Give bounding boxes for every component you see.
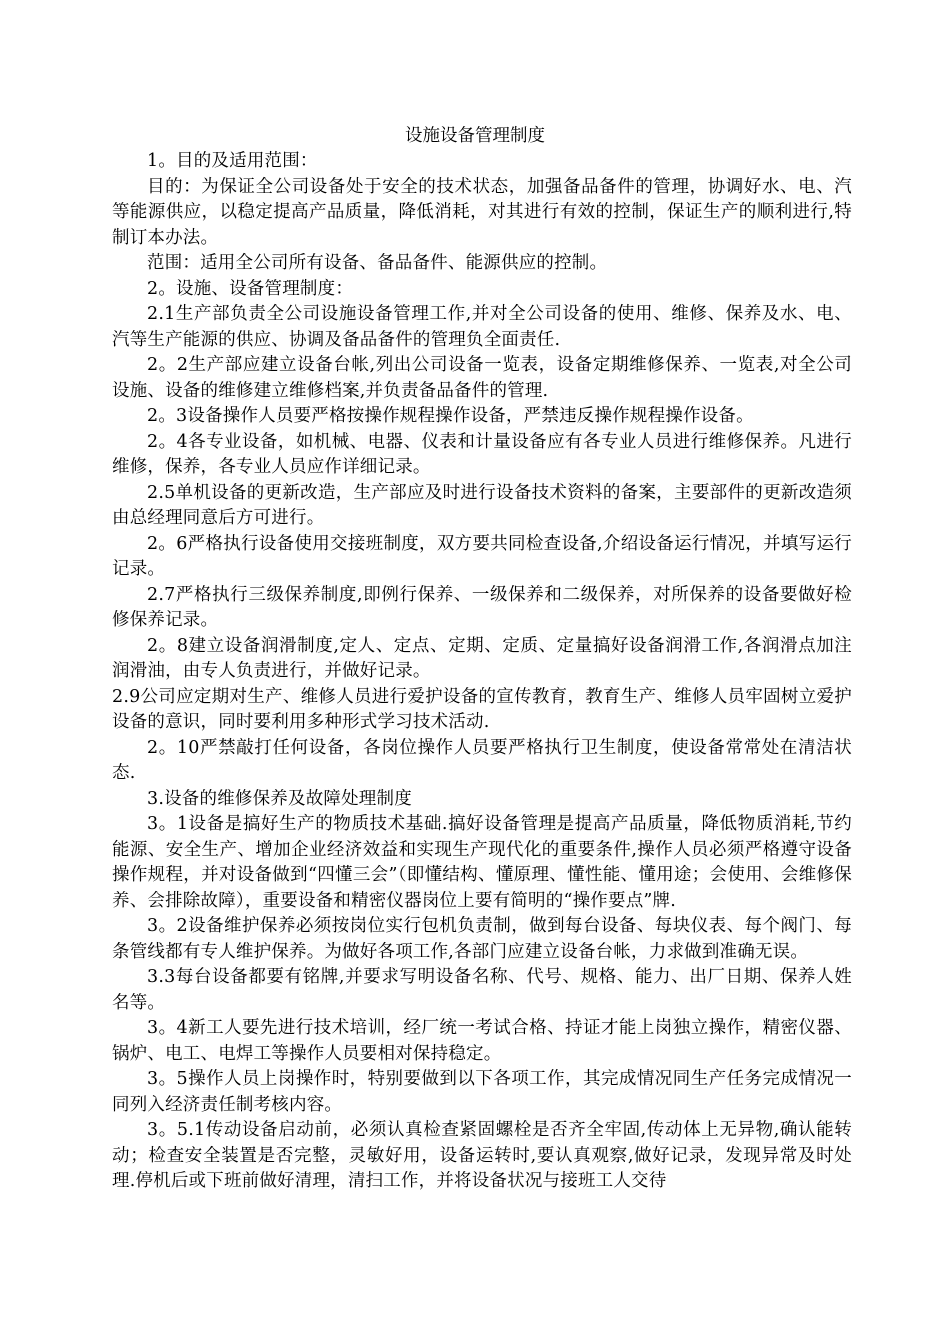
clause-2-4: 2。4各专业设备，如机械、电器、仪表和计量设备应有各专业人员进行维修保养。凡进行维修，保养，各专业人员应作详细记录。 bbox=[112, 431, 852, 477]
clause-2-2: 2。2生产部应建立设备台帐,列出公司设备一览表，设备定期维修保养、一览表,对全公司设施、设备的维修建立维修档案,并负责备品备件的管理. bbox=[112, 355, 852, 401]
clause-3-4: 3。4新工人要先进行技术培训，经厂统一考试合格、持证才能上岗独立操作，精密仪器、锅炉、电工、电焊工等操作人员要相对保持稳定。 bbox=[112, 1018, 852, 1064]
document-body bbox=[112, 149, 852, 1195]
purpose-paragraph: 目的：为保证全公司设备处于安全的技术状态，加强备品备件的管理，协调好水、电、汽等能源供应，以稳定提高产品质量，降低消耗，对其进行有效的控制，保证生产的顺利进行,特制订本办法。 bbox=[112, 176, 852, 248]
clause-3-3: 3.3每台设备都要有铭牌,并要求写明设备名称、代号、规格、能力、出厂日期、保养人姓名等。 bbox=[112, 967, 852, 1013]
clause-2-6: 2。6严格执行设备使用交接班制度，双方要共同检查设备,介绍设备运行情况，并填写运行记录。 bbox=[112, 533, 852, 579]
clause-3-1: 3。1设备是搞好生产的物质技术基础.搞好设备管理是提高产品质量，降低物质消耗,节约能源、安全生产、增加企业经济效益和实现生产现代化的重要条件,操作人员必须严格遵守设备操作规程，并对设备做到“四懂三会”（即懂结构、懂原理、懂性能、懂用途；会使用、会维修保养、会排除故障），重要设备和精密仪器岗位上要有简明的“操作要点”牌. bbox=[112, 814, 852, 911]
clause-3-2: 3。2设备维护保养必须按岗位实行包机负责制，做到每台设备、每块仪表、每个阀门、每条管线都有专人维护保养。为做好各项工作,各部门应建立设备台帐，力求做到准确无误。 bbox=[112, 916, 852, 962]
clause-2-1: 2.1生产部负责全公司设施设备管理工作,并对全公司设备的使用、维修、保养及水、电、汽等生产能源的供应、协调及备品备件的管理负全面责任. bbox=[112, 304, 852, 350]
clause-2-7: 2.7严格执行三级保养制度,即例行保养、一级保养和二级保养，对所保养的设备要做好检修保养记录。 bbox=[112, 584, 852, 630]
section-3-heading: 3.设备的维修保养及故障处理制度 bbox=[147, 788, 412, 809]
clause-2-10: 2。10严禁敲打任何设备，各岗位操作人员要严格执行卫生制度，使设备常常处在清洁状态. bbox=[112, 737, 852, 783]
section-2-heading: 2。设施、设备管理制度： bbox=[147, 278, 354, 299]
clause-2-9: 2.9公司应定期对生产、维修人员进行爱护设备的宣传教育，教育生产、维修人员牢固树立爱护设备的意识，同时要利用多种形式学习技术活动. bbox=[112, 686, 852, 732]
clause-3-5: 3。5操作人员上岗操作时，特别要做到以下各项工作，其完成情况同生产任务完成情况一同列入经济责任制考核内容。 bbox=[112, 1069, 852, 1115]
clause-3-5-1: 3。5.1传动设备启动前，必须认真检查紧固螺栓是否齐全牢固,传动体上无异物,确认能转动；检查安全装置是否完整，灵敏好用，设备运转时,要认真观察,做好记录，发现异常及时处理.停机后或下班前做好清理，清扫工作，并将设备状况与接班工人交待 bbox=[112, 1120, 852, 1191]
clause-2-5: 2.5单机设备的更新改造，生产部应及时进行设备技术资料的备案，主要部件的更新改造须由总经理同意后方可进行。 bbox=[112, 482, 852, 528]
clause-2-8: 2。8建立设备润滑制度,定人、定点、定期、定质、定量搞好设备润滑工作,各润滑点加注润滑油，由专人负责进行，并做好记录。 bbox=[112, 635, 852, 681]
scope-paragraph: 范围：适用全公司所有设备、备品备件、能源供应的控制。 bbox=[147, 253, 608, 273]
section-1-heading: 1。目的及适用范围： bbox=[147, 151, 318, 171]
document-title: 设施设备管理制度 bbox=[405, 126, 545, 146]
clause-2-3: 2。3设备操作人员要严格按操作规程操作设备，严禁违反操作规程操作设备。 bbox=[147, 406, 754, 426]
